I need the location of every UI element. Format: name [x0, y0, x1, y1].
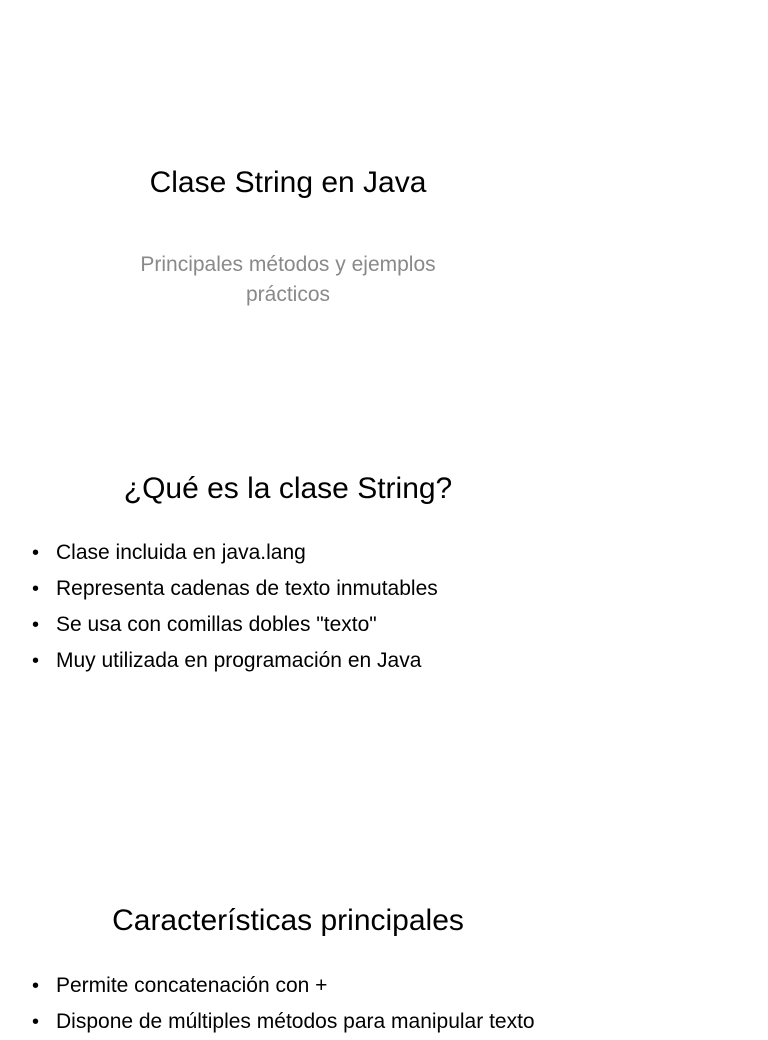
bullet-text: Se usa con comillas dobles "texto" — [56, 613, 377, 636]
bullet-icon: • — [32, 650, 40, 672]
bullet-text: Representa cadenas de texto inmutables — [56, 577, 438, 600]
list-item — [30, 1004, 535, 1040]
bullet-text: Dispone de múltiples métodos para manipular texto — [56, 1010, 535, 1033]
bullet-text: Clase incluida en java.lang — [56, 541, 306, 564]
bullet-text: Permite concatenación con + — [56, 974, 328, 997]
slide-1-subtitle: Principales métodos y ejemplos prácticos — [140, 253, 436, 306]
bullet-icon: • — [32, 1011, 40, 1033]
bullet-icon: • — [32, 578, 40, 600]
slide-3-bullet-list — [30, 968, 535, 1040]
bullet-icon: • — [32, 975, 40, 997]
bullet-icon: • — [32, 614, 40, 636]
slide-2-title: ¿Qué es la clase String? — [123, 472, 453, 505]
bullet-text: Muy utilizada en programación en Java — [56, 649, 422, 672]
list-item — [30, 968, 535, 1004]
slide-1-title: Clase String en Java — [149, 166, 427, 199]
bullet-icon: • — [32, 542, 40, 564]
slide-3-title: Características principales — [112, 904, 464, 937]
